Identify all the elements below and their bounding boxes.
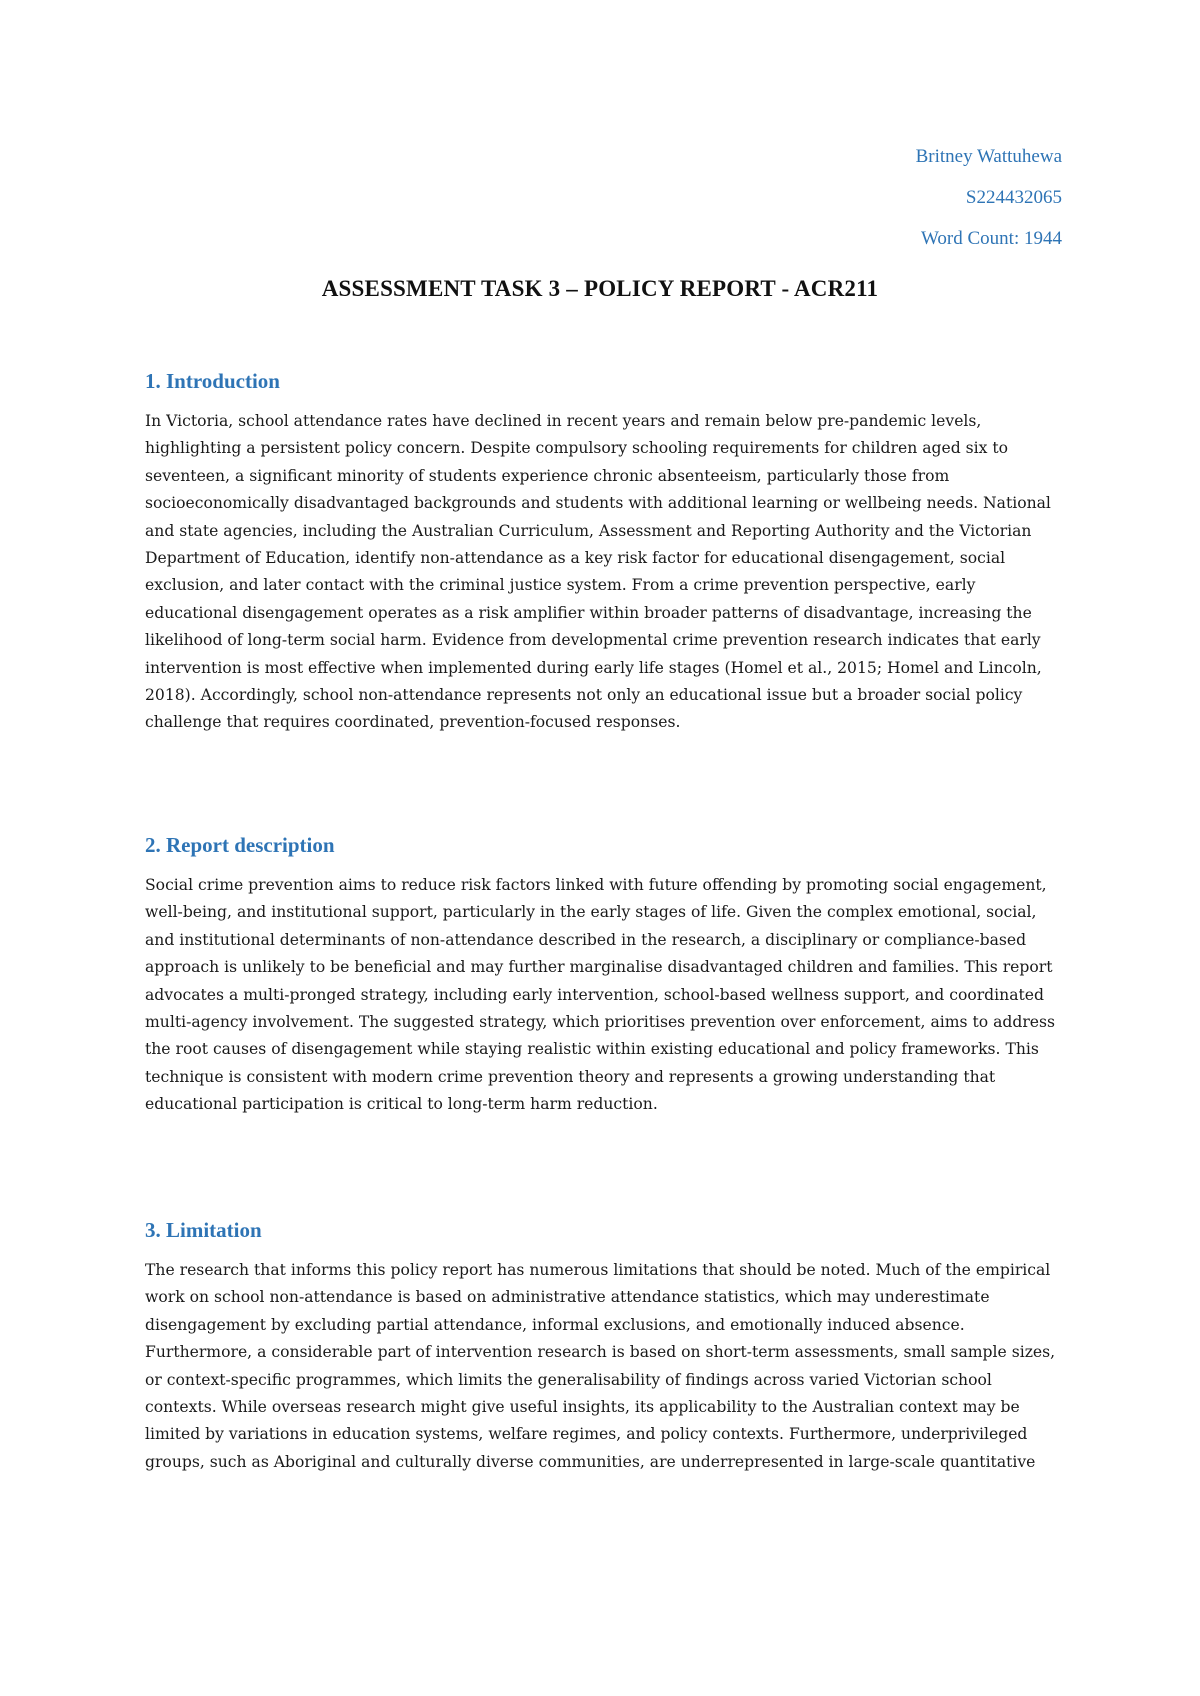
word-count: Word Count: 1944: [921, 228, 1062, 249]
section-heading: 1. Introduction: [145, 369, 280, 393]
section-body: In Victoria, school attendance rates have declined in recent years and remain below pre-pandemic levels, highlighting a persistent policy concern. Despite compulsory schooling requirements for children aged six to seventeen, a significant minority of students experience chronic absenteeism, particularly those from socioeconomically disadvantaged backgrounds and students with additional learning or wellbeing needs. National and state agencies, including the Australian Curriculum, Assessment and Reporting Authority and the Victorian Department of Education, identify non-attendance as a key risk factor for educational disengagement, social exclusion, and later contact with the criminal justice system. From a crime prevention perspective, early educational disengagement operates as a risk amplifier within broader patterns of disadvantage, increasing the likelihood of long-term social harm. Evidence from developmental crime prevention research indicates that early intervention is most effective when implemented during early life stages (Homel et al., 2015; Homel and Lincoln, 2018). Accordingly, school non-attendance represents not only an educational issue but a broader social policy challenge that requires coordinated, prevention-focused responses.: [145, 412, 1051, 732]
section-body: The research that informs this policy report has numerous limitations that should be noted. Much of the empirical work on school non-attendance is based on administrative attendance statistics, which may underestimate disengagement by excluding partial attendance, informal exclusions, and emotionally induced absence. Furthermore, a considerable part of intervention research is based on short-term assessments, small sample sizes, or context-specific programmes, which limits the generalisability of findings across varied Victorian school contexts. While overseas research might give useful insights, its applicability to the Australian context may be limited by variations in education systems, welfare regimes, and policy contexts. Furthermore, underprivileged groups, such as Aboriginal and culturally diverse communities, are underrepresented in large-scale quantitative: [145, 1261, 1056, 1471]
section-body: Social crime prevention aims to reduce risk factors linked with future offending by promoting social engagement, well-being, and institutional support, particularly in the early stages of life. Given the complex emotional, social, and institutional determinants of non-attendance described in the research, a disciplinary or compliance-based approach is unlikely to be beneficial and may further marginalise disadvantaged children and families. This report advocates a multi-pronged strategy, including early intervention, school-based wellness support, and coordinated multi-agency involvement. The suggested strategy, which prioritises prevention over enforcement, aims to address the root causes of disengagement while staying realistic within existing educational and policy frameworks. This technique is consistent with modern crime prevention theory and represents a growing understanding that educational participation is critical to long-term harm reduction.: [145, 876, 1056, 1114]
section-introduction: [145, 368, 1065, 737]
section-report-description: [145, 832, 1065, 1119]
student-id: S224432065: [965, 187, 1062, 208]
author-block: [916, 146, 1062, 269]
section-heading: 3. Limitation: [145, 1218, 262, 1242]
author-name: Britney Wattuhewa: [915, 146, 1062, 167]
section-heading: 2. Report description: [145, 833, 335, 857]
section-limitation: [145, 1217, 1065, 1476]
document-title: ASSESSMENT TASK 3 – POLICY REPORT - ACR211: [321, 276, 879, 301]
